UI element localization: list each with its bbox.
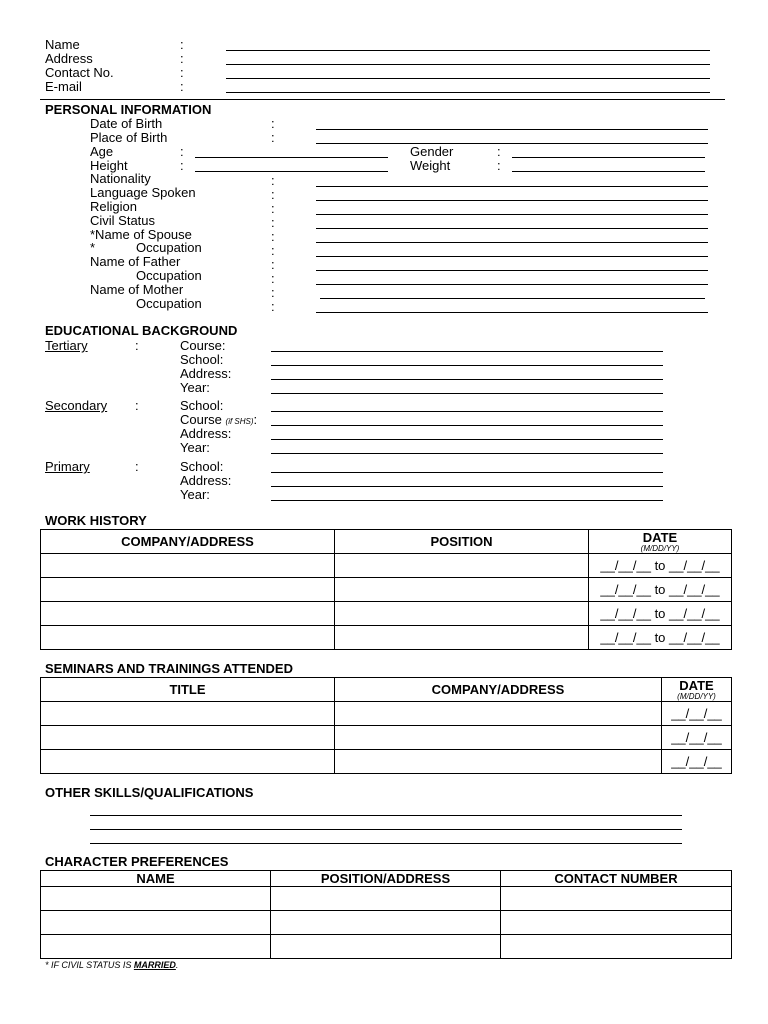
ref-contact-cell[interactable] <box>501 935 732 959</box>
religion-field[interactable] <box>316 214 708 215</box>
work-history-table <box>40 529 732 650</box>
age-field[interactable] <box>195 157 388 158</box>
tertiary-label: Tertiary <box>45 338 88 353</box>
spouse-label: *Name of Spouse <box>90 227 192 242</box>
gender-field[interactable] <box>512 157 705 158</box>
work-date-cell[interactable]: __/__/__ to __/__/__ <box>589 626 732 650</box>
dob-field[interactable] <box>316 129 708 130</box>
dob-label: Date of Birth <box>90 116 163 131</box>
nationality-colon: : <box>271 173 275 188</box>
footnote-prefix: * IF CIVIL STATUS IS <box>45 960 134 970</box>
name-colon: : <box>180 37 184 52</box>
personal-title: PERSONAL INFORMATION <box>45 102 212 117</box>
work-position-cell[interactable] <box>335 578 589 602</box>
seminar-company-cell[interactable] <box>335 750 662 774</box>
tertiary-year-label: Year: <box>180 380 210 395</box>
seminar-col-company: COMPANY/ADDRESS <box>335 678 662 702</box>
seminar-date-format: (M/DD/YY) <box>677 691 716 701</box>
secondary-course-field[interactable] <box>271 425 663 426</box>
seminars-title: SEMINARS AND TRAININGS ATTENDED <box>45 661 293 676</box>
spouse-occupation-colon: : <box>271 243 275 258</box>
contact-no-label: Contact No. <box>45 65 114 80</box>
ref-position-cell[interactable] <box>271 935 501 959</box>
skills-title: OTHER SKILLS/QUALIFICATIONS <box>45 785 254 800</box>
table-row <box>41 626 732 650</box>
height-colon: : <box>180 158 184 173</box>
father-occupation-field[interactable] <box>316 284 708 285</box>
address-label: Address <box>45 51 93 66</box>
skills-line-2[interactable] <box>90 829 682 830</box>
work-company-cell[interactable] <box>41 626 335 650</box>
primary-label: Primary <box>45 459 90 474</box>
work-company-cell[interactable] <box>41 578 335 602</box>
references-table <box>40 870 732 959</box>
contact-no-field[interactable] <box>226 78 710 79</box>
seminar-date-header: DATE <box>679 677 714 693</box>
age-colon: : <box>180 144 184 159</box>
civil-status-colon: : <box>271 215 275 230</box>
primary-colon: : <box>135 459 139 474</box>
email-label: E-mail <box>45 79 82 94</box>
mother-label: Name of Mother <box>90 282 184 297</box>
civil-status-field[interactable] <box>316 228 708 229</box>
civil-status-label: Civil Status <box>90 213 156 228</box>
primary-year-field[interactable] <box>271 500 663 501</box>
father-occupation-label: Occupation <box>136 268 202 283</box>
work-title: WORK HISTORY <box>45 513 147 528</box>
language-label: Language Spoken <box>90 185 196 200</box>
gender-label: Gender <box>410 144 454 159</box>
spouse-occupation-star: * <box>90 240 96 255</box>
secondary-year-label: Year: <box>180 440 210 455</box>
work-position-cell[interactable] <box>335 554 589 578</box>
mother-occupation-label: Occupation <box>136 296 202 311</box>
ref-contact-cell[interactable] <box>501 887 732 911</box>
secondary-address-field[interactable] <box>271 439 663 440</box>
gender-colon: : <box>497 144 501 159</box>
weight-colon: : <box>497 158 501 173</box>
mother-occupation-field[interactable] <box>316 312 708 313</box>
table-row <box>41 911 732 935</box>
tertiary-course-label: Course: <box>180 338 226 353</box>
language-field[interactable] <box>316 200 708 201</box>
name-field[interactable] <box>226 50 710 51</box>
table-row <box>41 726 732 750</box>
skills-line-3[interactable] <box>90 843 682 844</box>
table-row <box>41 578 732 602</box>
age-label: Age <box>90 144 114 159</box>
tertiary-school-field[interactable] <box>271 365 663 366</box>
footnote-suffix: . <box>175 960 179 970</box>
weight-label: Weight <box>410 158 451 173</box>
religion-label: Religion <box>90 199 137 214</box>
seminar-company-cell[interactable] <box>335 702 662 726</box>
work-company-cell[interactable] <box>41 602 335 626</box>
religion-colon: : <box>271 201 275 216</box>
name-label: Name <box>45 37 80 52</box>
secondary-label: Secondary <box>45 398 108 413</box>
tertiary-year-field[interactable] <box>271 393 663 394</box>
spouse-colon: : <box>271 229 275 244</box>
address-colon: : <box>180 51 184 66</box>
father-label: Name of Father <box>90 254 181 269</box>
email-colon: : <box>180 79 184 94</box>
height-label: Height <box>90 158 128 173</box>
secondary-course-text: Course <box>180 412 222 427</box>
seminar-col-title: TITLE <box>41 678 335 702</box>
father-field[interactable] <box>316 270 708 271</box>
work-col-position: POSITION <box>335 530 589 554</box>
ref-col-contact: CONTACT NUMBER <box>501 871 732 887</box>
seminar-col-date <box>662 678 732 702</box>
primary-school-label: School: <box>180 459 224 474</box>
mother-field[interactable] <box>320 298 705 299</box>
spouse-occupation-label: Occupation <box>136 240 202 255</box>
primary-year-label: Year: <box>180 487 210 502</box>
height-field[interactable] <box>195 171 388 172</box>
table-row <box>41 702 732 726</box>
seminar-date-cell[interactable]: __/__/__ <box>662 702 732 726</box>
spouse-field[interactable] <box>316 242 708 243</box>
table-row <box>41 935 732 959</box>
ref-col-position: POSITION/ADDRESS <box>271 871 501 887</box>
ref-position-cell[interactable] <box>271 887 501 911</box>
tertiary-course-field[interactable] <box>271 351 663 352</box>
ref-contact-cell[interactable] <box>501 911 732 935</box>
tertiary-colon: : <box>135 338 139 353</box>
primary-address-field[interactable] <box>271 486 663 487</box>
secondary-school-field[interactable] <box>271 411 663 412</box>
table-row <box>41 554 732 578</box>
tertiary-address-label: Address: <box>180 366 232 381</box>
father-colon: : <box>271 257 275 272</box>
email-field[interactable] <box>226 92 710 93</box>
footnote <box>45 960 178 971</box>
seminar-title-cell[interactable] <box>41 702 335 726</box>
ref-position-cell[interactable] <box>271 911 501 935</box>
primary-address-label: Address: <box>180 473 232 488</box>
work-col-company: COMPANY/ADDRESS <box>41 530 335 554</box>
table-row <box>41 750 732 774</box>
address-field[interactable] <box>226 64 710 65</box>
work-date-cell[interactable]: __/__/__ to __/__/__ <box>589 602 732 626</box>
seminars-table <box>40 677 732 774</box>
ref-name-cell[interactable] <box>41 935 271 959</box>
secondary-year-field[interactable] <box>271 453 663 454</box>
tertiary-address-field[interactable] <box>271 379 663 380</box>
dob-colon: : <box>271 116 275 131</box>
weight-field[interactable] <box>512 171 705 172</box>
secondary-school-label: School: <box>180 398 224 413</box>
header-divider <box>40 99 725 100</box>
secondary-address-label: Address: <box>180 426 232 441</box>
work-company-cell[interactable] <box>41 554 335 578</box>
seminar-title-cell[interactable] <box>41 750 335 774</box>
footnote-emphasis: MARRIED <box>133 960 176 970</box>
tertiary-school-label: School: <box>180 352 224 367</box>
seminar-date-cell[interactable]: __/__/__ <box>662 726 732 750</box>
contact-no-colon: : <box>180 65 184 80</box>
work-date-cell[interactable]: __/__/__ to __/__/__ <box>589 554 732 578</box>
table-row <box>41 602 732 626</box>
work-position-cell[interactable] <box>335 602 589 626</box>
seminar-date-cell[interactable]: __/__/__ <box>662 750 732 774</box>
work-date-cell[interactable]: __/__/__ to __/__/__ <box>589 578 732 602</box>
nationality-label: Nationality <box>90 171 151 186</box>
skills-line-1[interactable] <box>90 815 682 816</box>
mother-occupation-colon: : <box>271 299 275 314</box>
father-occupation-colon: : <box>271 271 275 286</box>
pob-field[interactable] <box>316 143 708 144</box>
shs-note: (if SHS) <box>225 417 254 426</box>
primary-school-field[interactable] <box>271 472 663 473</box>
references-title: CHARACTER PREFERENCES <box>45 854 229 869</box>
secondary-course-colon: : <box>253 412 258 427</box>
work-position-cell[interactable] <box>335 626 589 650</box>
work-date-format: (M/DD/YY) <box>640 543 680 553</box>
spouse-occupation-field[interactable] <box>316 256 708 257</box>
mother-colon: : <box>271 285 275 300</box>
ref-col-name: NAME <box>41 871 271 887</box>
seminar-title-cell[interactable] <box>41 726 335 750</box>
table-row <box>41 887 732 911</box>
secondary-colon: : <box>135 398 139 413</box>
ref-name-cell[interactable] <box>41 887 271 911</box>
language-colon: : <box>271 187 275 202</box>
work-col-date <box>589 530 732 554</box>
pob-colon: : <box>271 130 275 145</box>
seminar-company-cell[interactable] <box>335 726 662 750</box>
ref-name-cell[interactable] <box>41 911 271 935</box>
nationality-field[interactable] <box>316 186 708 187</box>
education-title: EDUCATIONAL BACKGROUND <box>45 323 238 338</box>
pob-label: Place of Birth <box>90 130 168 145</box>
work-date-header: DATE <box>642 529 678 545</box>
